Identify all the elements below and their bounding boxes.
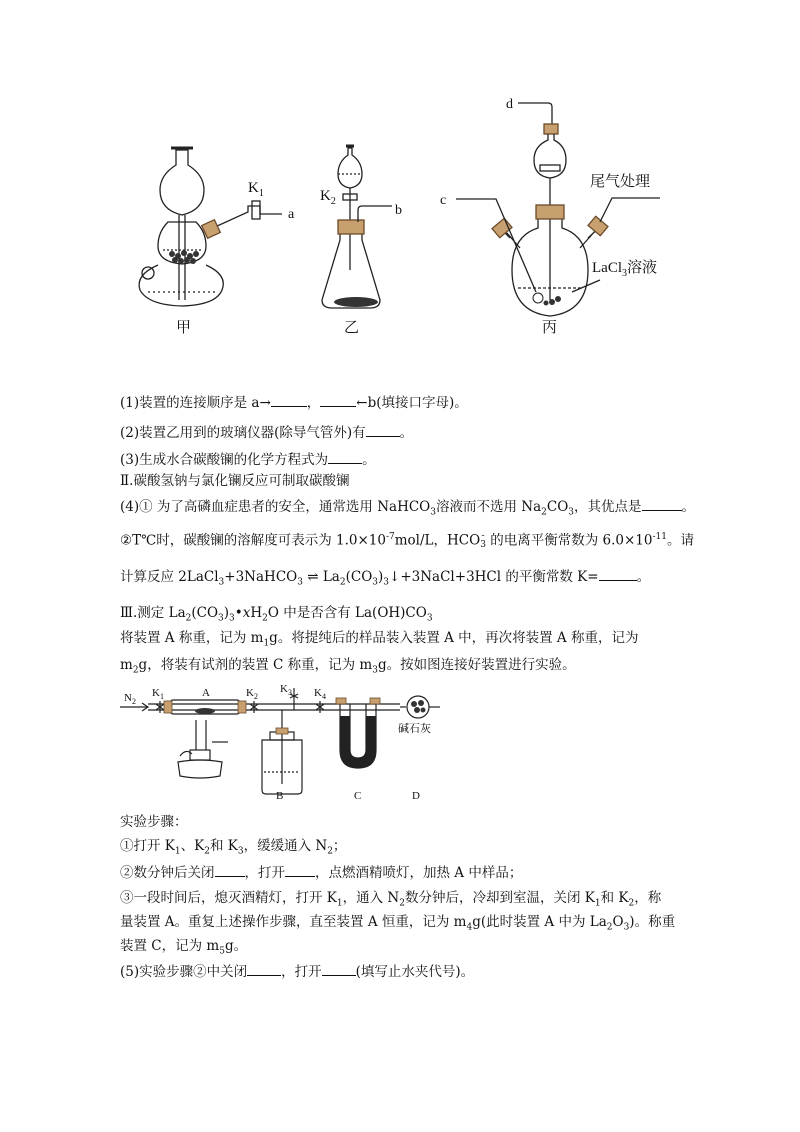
sample-in-a	[195, 708, 215, 714]
solid-bed-bing	[533, 293, 561, 306]
label-yi: 乙	[344, 320, 360, 336]
label-port-d: d	[506, 97, 513, 112]
label-bing: 丙	[542, 320, 558, 336]
step-2: ②数分钟后关闭 ，打开 ，点燃酒精喷灯，加热 A 中样品；	[120, 862, 522, 883]
label-fig2-a: A	[202, 687, 210, 699]
apparatus-jia	[139, 148, 282, 306]
section-2-heading: Ⅱ.碳酸氢钠与氯化镧反应可制取碳酸镧	[120, 473, 350, 489]
soda-lime-granules	[411, 700, 426, 713]
answer-blank[interactable]	[642, 496, 682, 511]
label-fig2-k3: $K_3$	[280, 683, 292, 697]
section-3-heading: Ⅲ.测定 $La_2(CO_3)_3•xH_2O$ 中是否含有 $La(OH)CO_3$	[120, 605, 433, 624]
question-2: (2)装置乙用到的玻璃仪器(除导气管外)有 。	[120, 422, 413, 443]
label-fig2-c: C	[354, 790, 362, 802]
answer-blank[interactable]	[322, 961, 356, 976]
apparatus-figure-1	[0, 0, 800, 360]
label-fig2-k2: $K_2$	[246, 687, 258, 701]
step-3-line-3: 装置 C，记为 $m_5g$。	[120, 938, 248, 957]
solid-granules-jia	[169, 250, 199, 264]
question-4-3: 计算反应 2LaCl$_3$+3NaHCO$_3$ ⇌ $La_2(CO_3)_3↓+3NaCl+3HCl$ 的平衡常数 K= 。	[120, 566, 650, 593]
apparatus-figure-2	[0, 680, 800, 810]
steps-title: 实验步骤：	[120, 814, 188, 830]
question-4-2: ②T℃时，碳酸镧的溶解度可表示为 $1.0\times 10^{-7}mol/L$，HCO- 3 的电离平衡常数为 $6.0\times 10^{-11}$。请	[120, 531, 694, 550]
label-fig2-d: D	[412, 790, 420, 802]
label-k2: $K_2$	[320, 188, 336, 207]
step-3: ③一段时间后，熄灭酒精灯，打开 $K_1$，通入 $N_2$数分钟后，冷却到室温，关闭 $K_1$和 $K_2$，称	[120, 890, 662, 909]
paragraph-line-1: 将装置 A 称重，记为 $m_1g$。将提纯后的样品装入装置 A 中，再次将装置 A 称重，记为	[120, 630, 639, 649]
paragraph-line-2: $m_2g$，将装有试剂的装置 C 称重，记为 $m_3g$。按如图连接好装置进行实验。	[120, 657, 576, 676]
label-k1: $K_1$	[248, 180, 264, 199]
label-fig2-k4: $K_4$	[314, 687, 326, 701]
answer-blank[interactable]	[215, 862, 245, 877]
apparatus-yi	[322, 146, 392, 308]
label-jia: 甲	[176, 320, 192, 336]
answer-blank[interactable]	[285, 862, 315, 877]
label-fig2-k1: $K_1$	[152, 687, 164, 701]
label-port-b: b	[395, 203, 402, 218]
label-fig2-b: B	[276, 790, 284, 802]
question-3: (3)生成水合碳酸镧的化学方程式为 。	[120, 449, 376, 470]
answer-blank[interactable]	[328, 449, 362, 464]
answer-blank[interactable]	[247, 961, 281, 976]
label-lacl3: LaCl$_3$溶液	[592, 260, 658, 279]
label-soda-lime: 碱石灰	[398, 723, 431, 735]
apparatus-bing	[456, 103, 660, 316]
label-n2: $N_2$	[124, 692, 136, 706]
answer-blank[interactable]	[366, 422, 400, 437]
label-port-c: c	[440, 193, 447, 208]
question-5: (5)实验步骤②中关闭 ，打开 (填写止水夹代号)。	[120, 961, 474, 982]
answer-blank[interactable]	[271, 392, 307, 407]
solid-bed-yi	[334, 297, 378, 307]
question-1: (1)装置的连接顺序是 a→ ， ←b(填接口字母)。	[120, 392, 468, 413]
answer-blank[interactable]	[320, 392, 356, 407]
step-1: ①打开 $K_1$、$K_2$和 $K_3$，缓缓通入 $N_2$；	[120, 838, 347, 857]
step-3-line-2: 量装置 A。重复上述操作步骤，直至装置 A 恒重，记为 $m_4g$(此时装置 A 中为 $La_2O_3$)。称重	[120, 914, 676, 933]
joints	[164, 701, 288, 734]
answer-blank[interactable]	[599, 566, 637, 581]
label-port-a: a	[288, 207, 295, 222]
question-4-1: (4)① 为了高磷血症患者的安全，通常选用 NaHCO$_3$溶液而不选用 $Na_2CO_3$，其优点是 。	[120, 496, 695, 523]
label-tail-gas: 尾气处理	[590, 174, 651, 190]
